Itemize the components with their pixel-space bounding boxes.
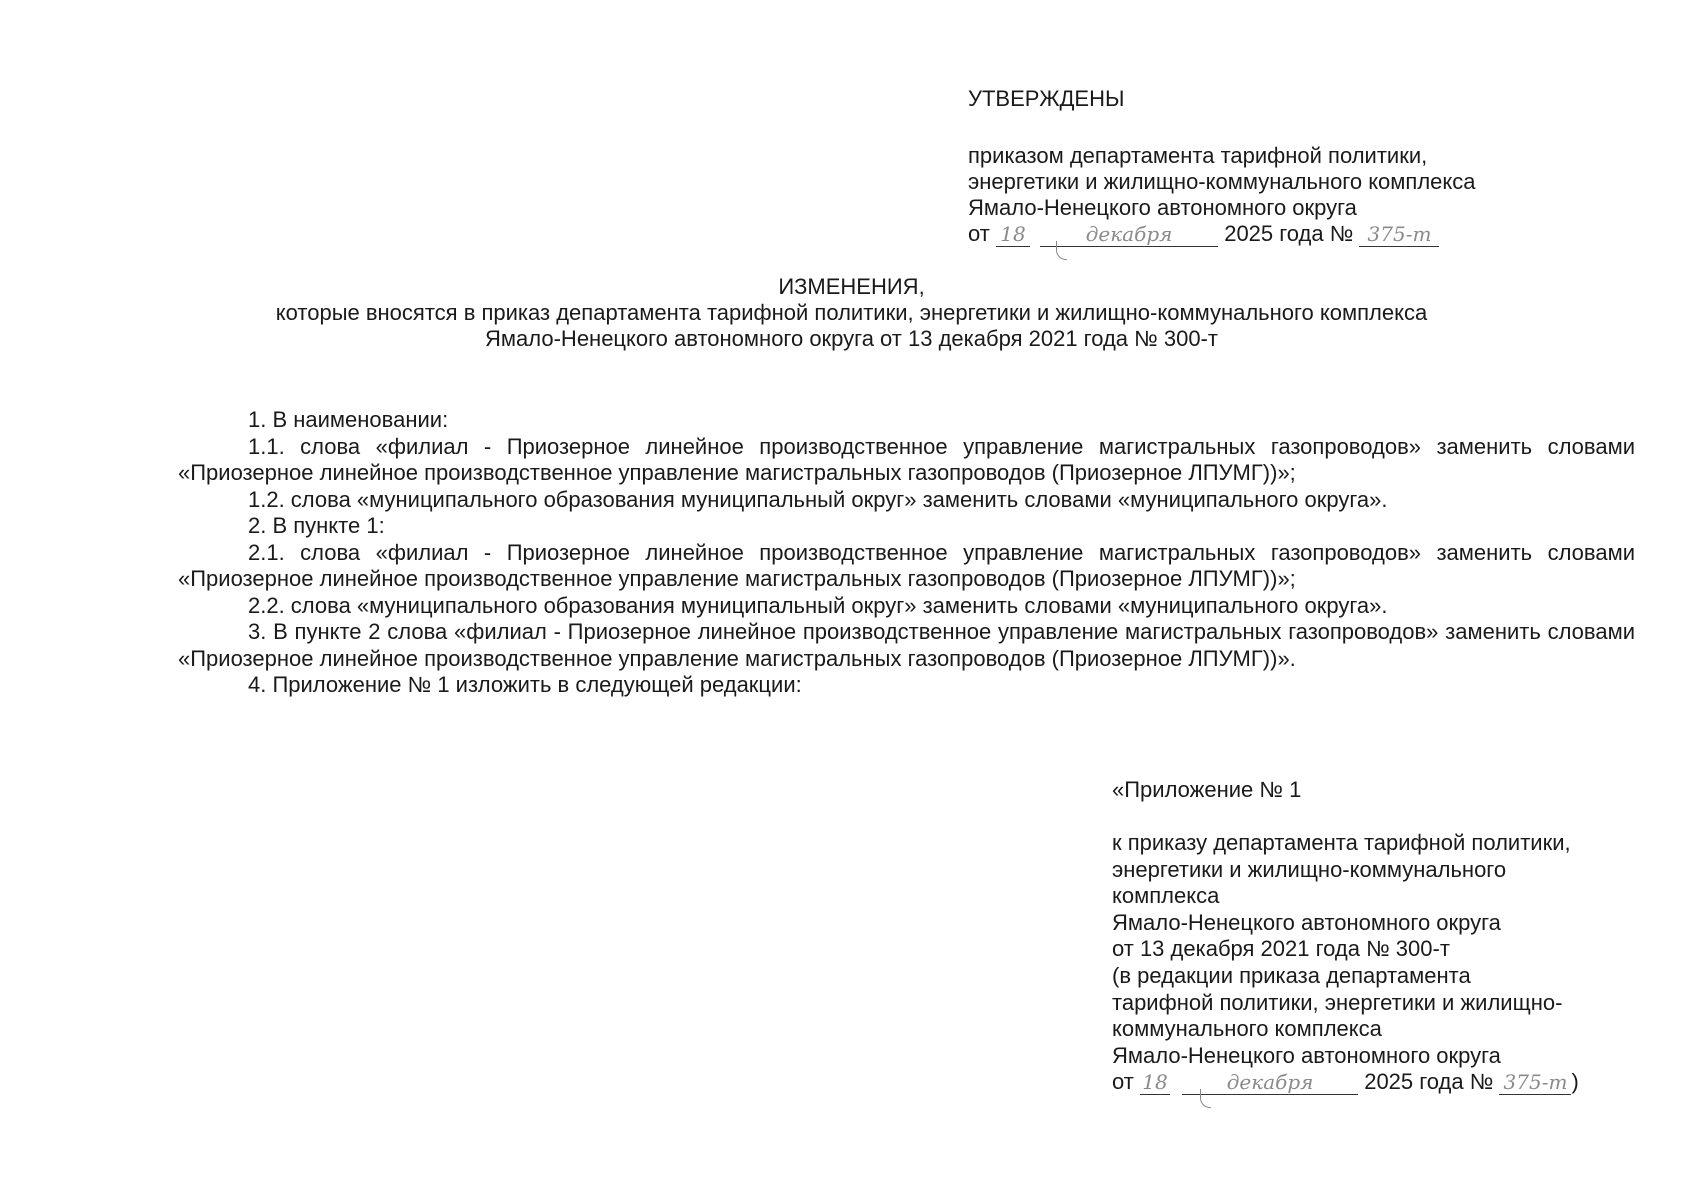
changes-heading: [0, 274, 1703, 352]
paragraph-3: 3. В пункте 2 слова «филиал - Приозерное линейное производственное управление магистральных газопроводов» заменить словами «Приозерное линейное производственное управление магистральных газопроводов (Приозерное ЛПУМГ))».: [178, 619, 1635, 671]
appendix-line-6: (в редакции приказа департамента: [1112, 962, 1471, 988]
approval-title: УТВЕРЖДЕНЫ: [968, 86, 1125, 111]
appendix-month-handwritten: декабря: [1182, 1070, 1358, 1095]
appendix-day-handwritten: 18: [1140, 1070, 1170, 1095]
appendix-line-7: тарифной политики, энергетики и жилищно-: [1112, 989, 1563, 1015]
appendix-line-4: Ямало-Ненецкого автономного округа: [1112, 909, 1501, 935]
paragraph-1-2: 1.2. слова «муниципального образования муниципальный округ» заменить словами «муниципального округа».: [248, 486, 1388, 512]
appendix-title: «Приложение № 1: [1112, 777, 1302, 802]
approval-line-1: приказом департамента тарифной политики,: [968, 143, 1428, 168]
appendix-line-1: к приказу департамента тарифной политики,: [1112, 830, 1571, 855]
appendix-line-3: комплекса: [1112, 883, 1220, 909]
approval-block: [968, 143, 1476, 247]
changes-subtitle-line-2: Ямало-Ненецкого автономного округа от 13 декабря 2021 года № 300-т: [485, 326, 1218, 351]
approval-year-label: 2025 года №: [1224, 221, 1354, 246]
appendix-from-label: от: [1112, 1069, 1134, 1095]
approval-month-handwritten: декабря: [1040, 222, 1218, 247]
handwriting-stroke: [1056, 241, 1067, 260]
appendix-year-label: 2025 года №: [1364, 1069, 1494, 1095]
approval-from-label: от: [968, 221, 990, 246]
appendix-block: [1112, 830, 1579, 1096]
approval-number-handwritten: 375-т: [1359, 222, 1439, 247]
paragraph-2-2: 2.2. слова «муниципального образования муниципальный округ» заменить словами «муниципального округа».: [248, 592, 1388, 618]
paragraph-4: 4. Приложение № 1 изложить в следующей редакции:: [248, 672, 802, 697]
appendix-closing-paren: ): [1571, 1069, 1579, 1095]
paragraph-1-1: 1.1. слова «филиал - Приозерное линейное производственное управление магистральных газопроводов» заменить словами «Приозерное линейное производственное управление магистральных газопроводов (Приозерное ЛПУМГ))»;: [178, 433, 1635, 485]
handwriting-stroke: [1200, 1089, 1211, 1108]
appendix-date-line: [1112, 1069, 1579, 1096]
changes-body: [178, 407, 1635, 699]
appendix-line-2: энергетики и жилищно-коммунального: [1112, 856, 1507, 882]
appendix-line-5: от 13 декабря 2021 года № 300-т: [1112, 936, 1450, 962]
appendix-line-9: Ямало-Ненецкого автономного округа: [1112, 1042, 1501, 1068]
changes-subtitle-line-1: которые вносятся в приказ департамента тарифной политики, энергетики и жилищно-коммунального комплекса: [275, 300, 1428, 325]
paragraph-1: 1. В наименовании:: [248, 407, 449, 432]
approval-day-handwritten: 18: [996, 222, 1030, 247]
approval-line-2: энергетики и жилищно-коммунального комплекса: [968, 169, 1476, 194]
appendix-number-handwritten: 375-т: [1499, 1070, 1571, 1095]
appendix-line-8: коммунального комплекса: [1112, 1016, 1382, 1042]
changes-title: ИЗМЕНЕНИЯ,: [778, 274, 925, 299]
approval-line-3: Ямало-Ненецкого автономного округа: [968, 195, 1357, 220]
approval-date-line: [968, 221, 1476, 247]
paragraph-2-1: 2.1. слова «филиал - Приозерное линейное производственное управление магистральных газопроводов» заменить словами «Приозерное линейное производственное управление магистральных газопроводов (Приозерное ЛПУМГ))»;: [178, 539, 1635, 591]
paragraph-2: 2. В пункте 1:: [248, 513, 385, 538]
